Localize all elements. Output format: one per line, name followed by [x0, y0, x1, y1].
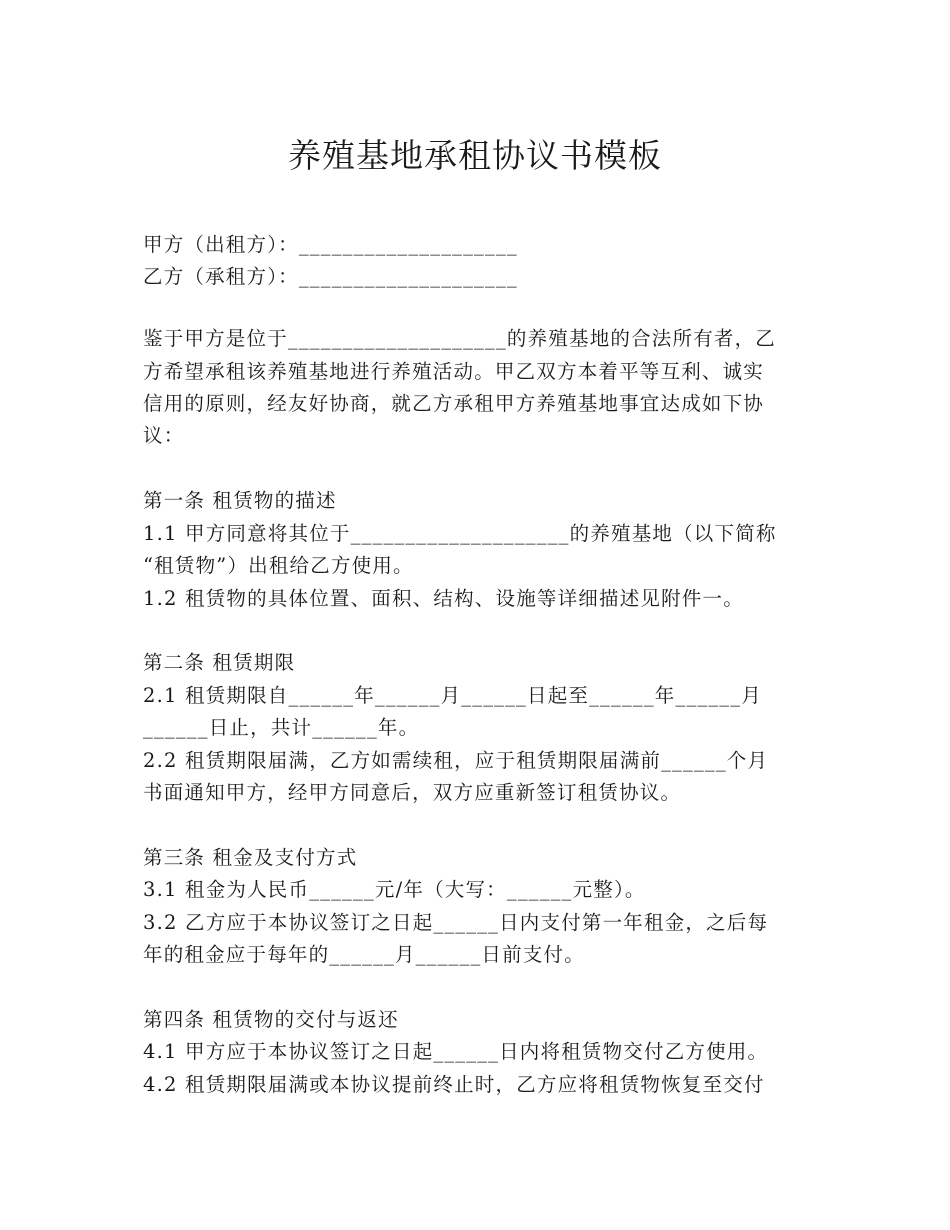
party-a-line: 甲方（出租方）：____________________	[143, 233, 518, 256]
article-1-heading: 第一条 租赁物的描述	[143, 489, 337, 512]
article-4-heading: 第四条 租赁物的交付与返还	[143, 1008, 399, 1031]
clause-line: 3.2 乙方应于本协议签订之日起______日内支付第一年租金，之后每	[143, 911, 769, 934]
preamble-line: 鉴于甲方是位于____________________的养殖基地的合法所有者，乙	[143, 327, 777, 350]
clause-line: 4.1 甲方应于本协议签订之日起______日内将租赁物交付乙方使用。	[143, 1040, 769, 1063]
clause-line: “租赁物”）出租给乙方使用。	[143, 554, 414, 577]
article-3-heading: 第三条 租金及支付方式	[143, 846, 358, 869]
clause-line: ______日止，共计______年。	[143, 716, 420, 739]
clause-line: 书面通知甲方，经甲方同意后，双方应重新签订租赁协议。	[143, 781, 682, 804]
clause-line: 3.1 租金为人民币______元/年（大写：______元整）。	[143, 878, 646, 901]
clause-line: 2.2 租赁期限届满，乙方如需续租，应于租赁期限届满前______个月	[143, 749, 769, 772]
clause-line: 年的租金应于每年的______月______日前支付。	[143, 943, 585, 966]
document-title: 养殖基地承租协议书模板	[288, 136, 662, 175]
preamble-line: 方希望承租该养殖基地进行养殖活动。甲乙双方本着平等互利、诚实	[143, 360, 765, 383]
article-2-heading: 第二条 租赁期限	[143, 651, 296, 674]
preamble-line: 议：	[143, 424, 185, 447]
clause-line: 2.1 租赁期限自______年______月______日起至______年______月	[143, 684, 762, 707]
clause-line: 1.2 租赁物的具体位置、面积、结构、设施等详细描述见附件一。	[143, 587, 744, 610]
clause-line: 1.1 甲方同意将其位于____________________的养殖基地（以下简称	[143, 522, 777, 545]
party-b-line: 乙方（承租方）：____________________	[143, 265, 518, 288]
clause-line: 4.2 租赁期限届满或本协议提前终止时，乙方应将租赁物恢复至交付	[143, 1073, 765, 1096]
preamble-line: 信用的原则，经友好协商，就乙方承租甲方养殖基地事宜达成如下协	[143, 392, 765, 415]
